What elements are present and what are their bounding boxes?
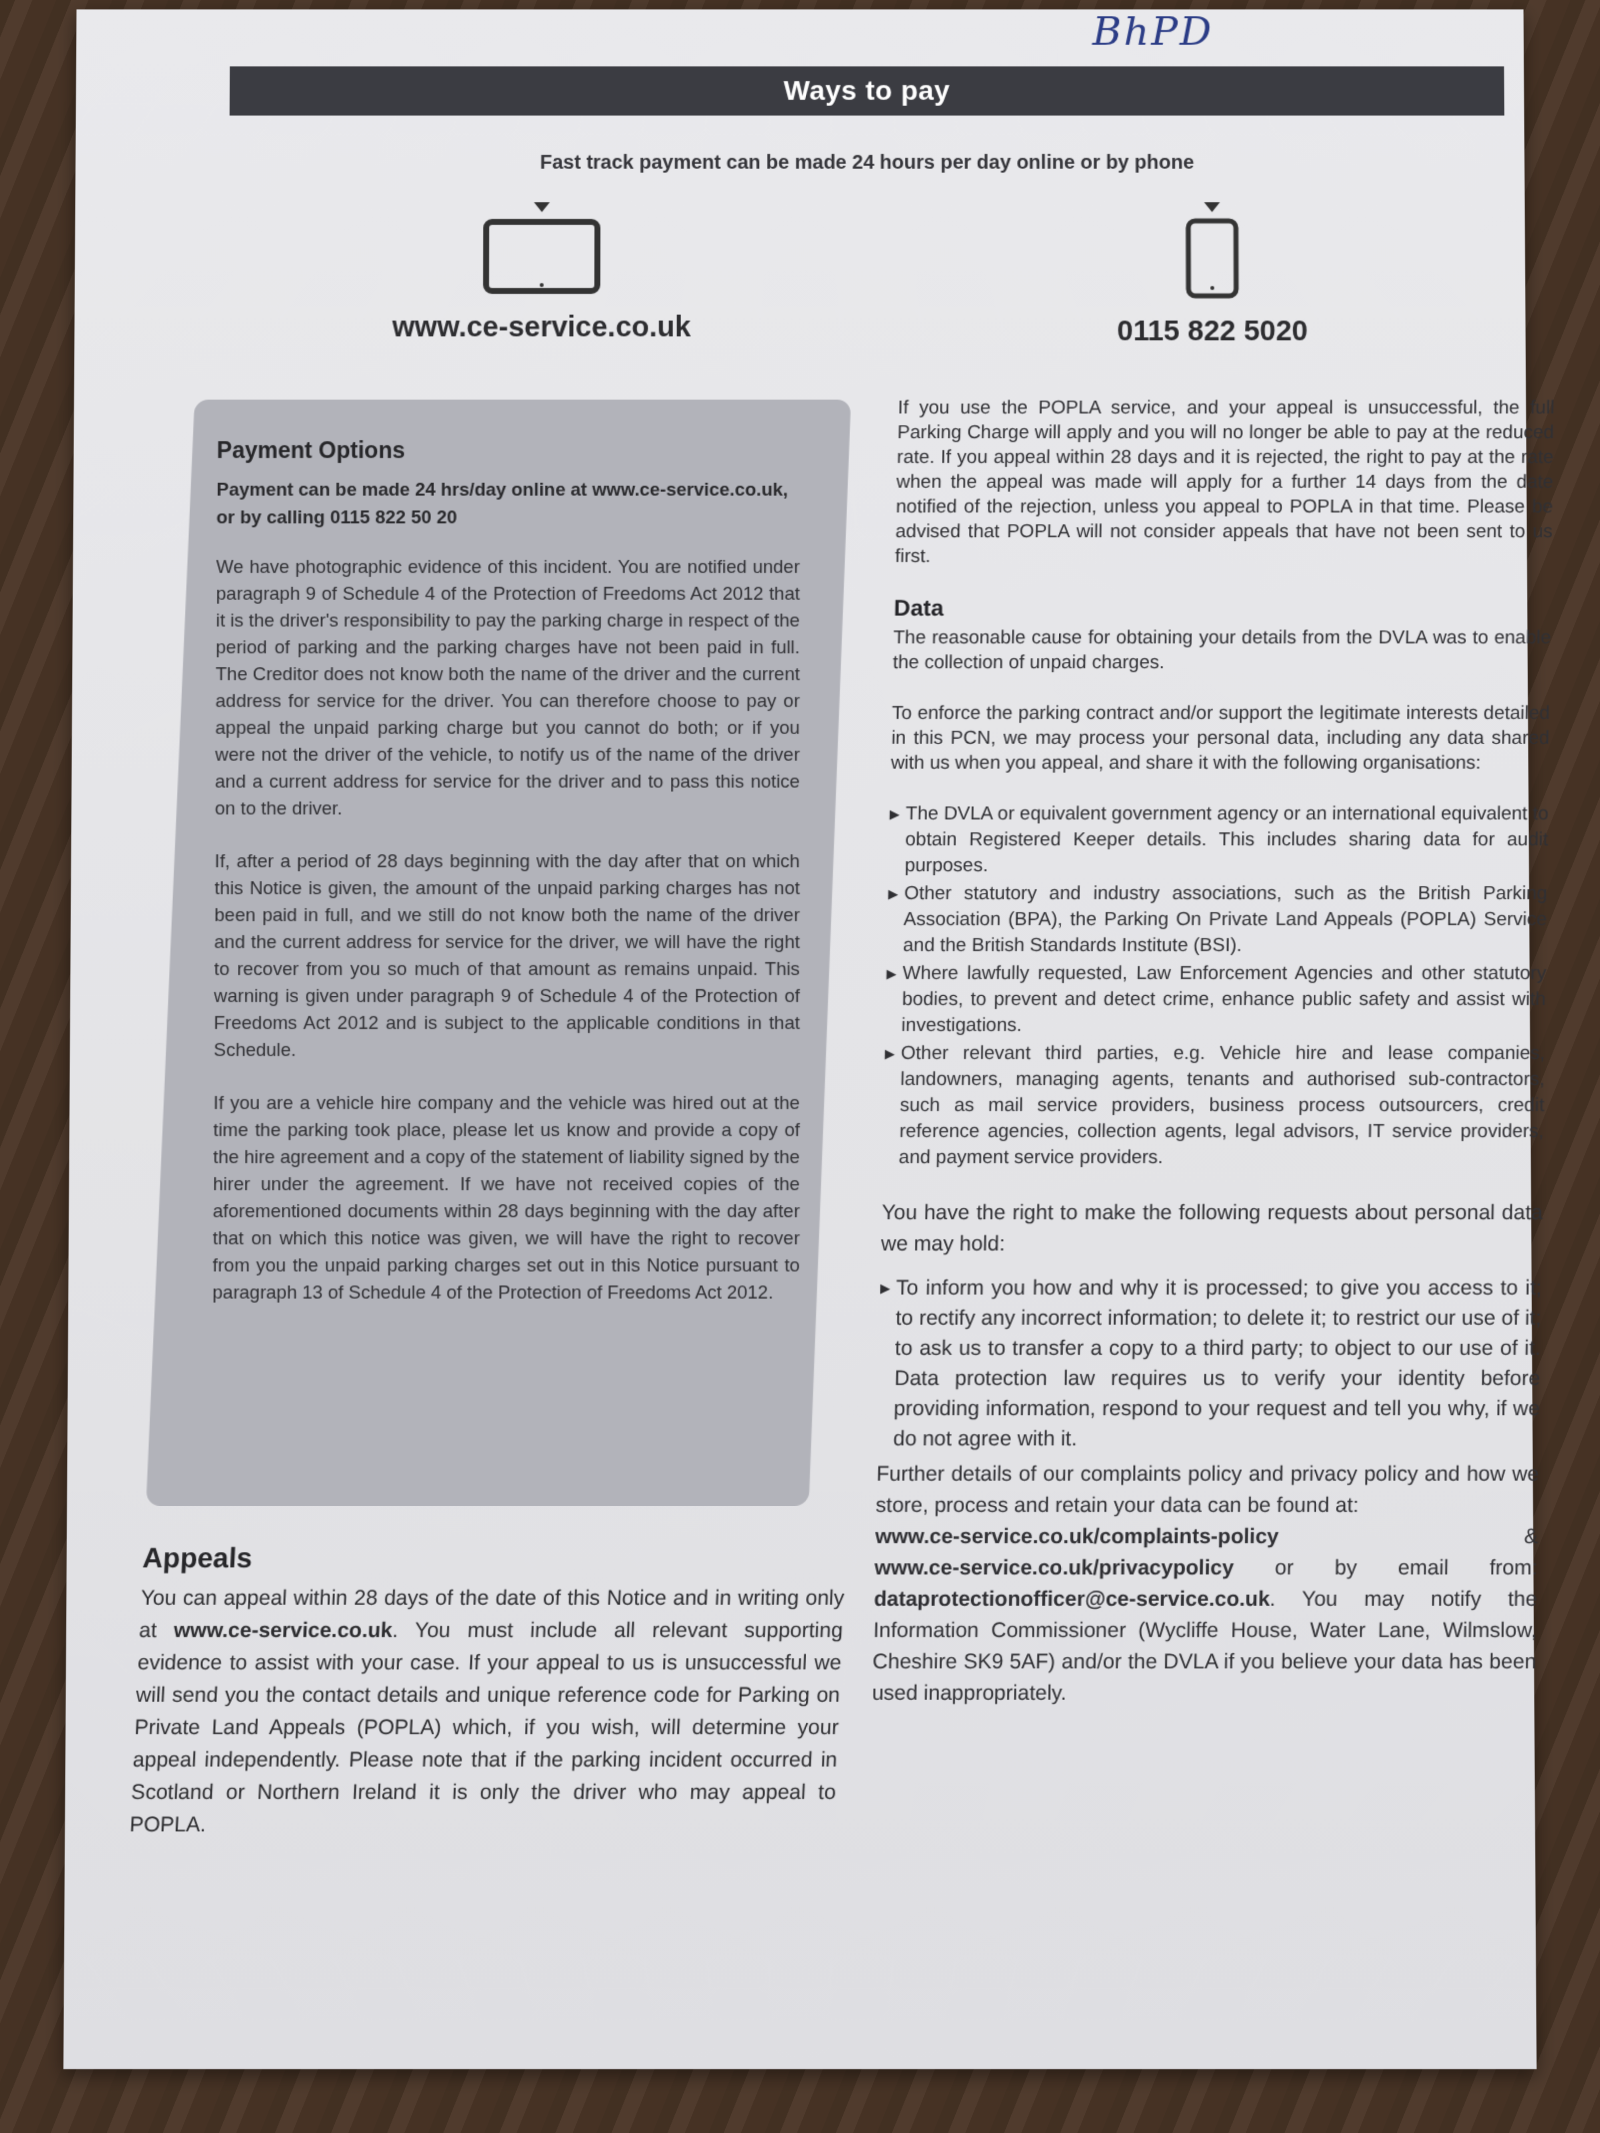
bullet-arrow-icon: ▶ — [887, 886, 899, 902]
list-item-text: Other statutory and industry associations, such as the British Parking Association (BPA), the Parking On Private Land Appeals (POPLA) Service and the British Standards Institute (BSI). — [902, 883, 1548, 957]
closing-text: . You may notify the Information Commissioner (Wycliffe House, Water Lane, Wilmslow, Cheshire SK9 5AF) and/or the DVLA if you believe your data has been used inappropriately. — [871, 1587, 1538, 1705]
rights-intro: You have the right to make the following requests about personal data we may hold: — [880, 1201, 1543, 1256]
photographic-evidence-paragraph: We have photographic evidence of this incident. You are notified under paragraph 9 of Schedule 4 of the Protection of Freedoms Act 2012 that it is the driver's responsibility to pay the parking charge in respect of the period of parking and the parking charges have not been paid in full. The Creditor does not know both the name of the driver and the current address for service for the driver. You can therefore choose to pay or appeal the unpaid parking charge but you cannot do both; or if you were not the driver of the vehicle, to notify us of the name of the driver and a current address for service for the driver and to pass this notice on to the driver. — [214, 556, 800, 819]
list-item — [887, 881, 1548, 959]
data-sharing-paragraph: To enforce the parking contract and/or support the legitimate interests detailed in this PCN, we may process your personal data, including any data shared with us when you appeal, and share it with the following organisations: — [890, 703, 1551, 774]
unpaid-charge-warning-paragraph: If, after a period of 28 days beginning with the day after that on which this Notice is given, the amount of the unpaid parking charges has not been paid in full, and we still do not know both the name of the driver and the current address for service for the driver, we will have the right to recover from you so much of that amount as remains unpaid. This warning is given under paragraph 9 of Schedule 4 of the Protection of Freedoms Act 2012 and is subject to the applicable conditions in that Schedule. — [213, 850, 800, 1061]
hire-company-paragraph: If you are a vehicle hire company and the vehicle was hired out at the time the parking took place, please let us know and provide a copy of the hire agreement and a copy of the statement of liability signed by the hirer under the agreement. If we have not received copies of the aforementioned documents within 28 days beginning with the day after that on which this notice was given, we will have the right to recover from you the unpaid parking charges set out in this Notice pursuant to paragraph 13 of Schedule 4 of the Protection of Freedoms Act 2012. — [212, 1092, 800, 1303]
payment-options-lead: Payment can be made 24 hrs/day online at www.ce-service.co.uk, or by calling 0115 822 50 20 — [216, 478, 788, 528]
bullet-arrow-icon: ▶ — [880, 1280, 891, 1296]
list-item-text: The DVLA or equivalent government agency or an international equivalent to obtain Registered Keeper details. This includes sharing data for audit purposes. — [904, 803, 1549, 877]
appeals-text-start: You can appeal within 28 days of the date of this Notice and in writing only at — [138, 1586, 845, 1643]
complaints-policy-link[interactable]: www.ce-service.co.uk/complaints-policy — [874, 1525, 1279, 1549]
pointer-arrow-icon — [534, 202, 550, 212]
further-details-text — [872, 1459, 1540, 1709]
appeals-section — [129, 1542, 847, 1841]
list-item — [888, 802, 1548, 880]
list-item — [877, 1273, 1542, 1454]
payment-website[interactable]: www.ce-service.co.uk — [392, 311, 691, 344]
data-heading: Data — [893, 594, 944, 621]
list-item-text: To inform you how and why it is processed; to give you access to it; to rectify any incorrect information; to delete it; to restrict our use of it; to ask us to transfer a copy to a third party; to object to our use of it. Data protection law requires us to verify your identity before providing information, respond to your request and tell you why, if we do not agree with it. — [892, 1276, 1542, 1451]
bullet-arrow-icon: ▶ — [886, 966, 897, 982]
fast-track-note: Fast track payment can be made 24 hours per day online or by phone — [539, 151, 1195, 174]
rights-list — [877, 1273, 1542, 1454]
further-details-intro: Further details of our complaints policy and privacy policy and how we store, process and retain your data can be found at: — [875, 1462, 1540, 1517]
appeals-heading: Appeals — [142, 1542, 253, 1574]
popla-paragraph: If you use the POPLA service, and your appeal is unsuccessful, the full Parking Charge will apply and you will no longer be able to pay at the reduced rate. If you appeal within 28 days and it is rejected, the right to pay at the rate when the appeal was made will apply for a further 14 days from the date notified of the rejection, unless you appeal to POPLA in that time. Please be advised that POPLA will not consider appeals that have not been sent to us first. — [894, 397, 1555, 567]
privacy-policy-link[interactable]: www.ce-service.co.uk/privacypolicy — [874, 1556, 1234, 1580]
data-reason-paragraph: The reasonable cause for obtaining your details from the DVLA was to enable the collection of unpaid charges. — [892, 627, 1552, 674]
online-payment — [373, 202, 711, 344]
phone-payment — [1078, 202, 1347, 348]
organisations-list — [883, 802, 1549, 1172]
list-item-text: Other relevant third parties, e.g. Vehicle hire and lease companies, landowners, managing agents, tenants and authorised sub-contractors, such as mail service providers, business process outsourcers, credit reference agencies, collection agents, legal advisors, IT service providers, and payment service providers. — [898, 1042, 1546, 1169]
bullet-arrow-icon: ▶ — [884, 1045, 896, 1062]
payment-options-panel — [146, 400, 851, 1506]
appeals-text-end: . You must include all relevant supporting evidence to assist with your case. If your appeal to us is unsuccessful we will send you the contact details and unique reference code for Parking on Private Land Appeals (POPLA) which, if you wish, will determine your appeal independently. Please note that if the parking incident occurred in Scotland or Northern Ireland it is only the driver who may appeal to POPLA. — [129, 1618, 844, 1837]
list-item — [885, 961, 1546, 1039]
payment-phone-number[interactable]: 0115 822 5020 — [1117, 315, 1308, 348]
list-item — [883, 1041, 1546, 1171]
payment-options-heading: Payment Options — [216, 437, 406, 463]
phone-icon — [1184, 218, 1240, 301]
page-title: Ways to pay — [230, 66, 1505, 115]
pointer-arrow-icon — [1204, 202, 1220, 212]
data-protection-email-link[interactable]: dataprotectionofficer@ce-service.co.uk — [873, 1587, 1270, 1611]
appeals-url-link[interactable]: www.ce-service.co.uk — [173, 1618, 393, 1643]
bullet-arrow-icon: ▶ — [889, 806, 900, 822]
rights-section — [872, 1197, 1543, 1709]
right-column — [872, 396, 1555, 1709]
handwritten-note: BhPD — [1092, 9, 1214, 55]
list-item-text: Where lawfully requested, Law Enforcement Agencies and other statutory bodies, to prevent and detect crime, enhance public safety and assist with investigations. — [901, 963, 1547, 1036]
appeals-text — [129, 1583, 845, 1842]
tablet-icon — [482, 218, 601, 297]
notice-page — [63, 9, 1555, 2069]
or-email-text: or by email from: — [1233, 1556, 1538, 1580]
ampersand: & — [1523, 1525, 1539, 1549]
